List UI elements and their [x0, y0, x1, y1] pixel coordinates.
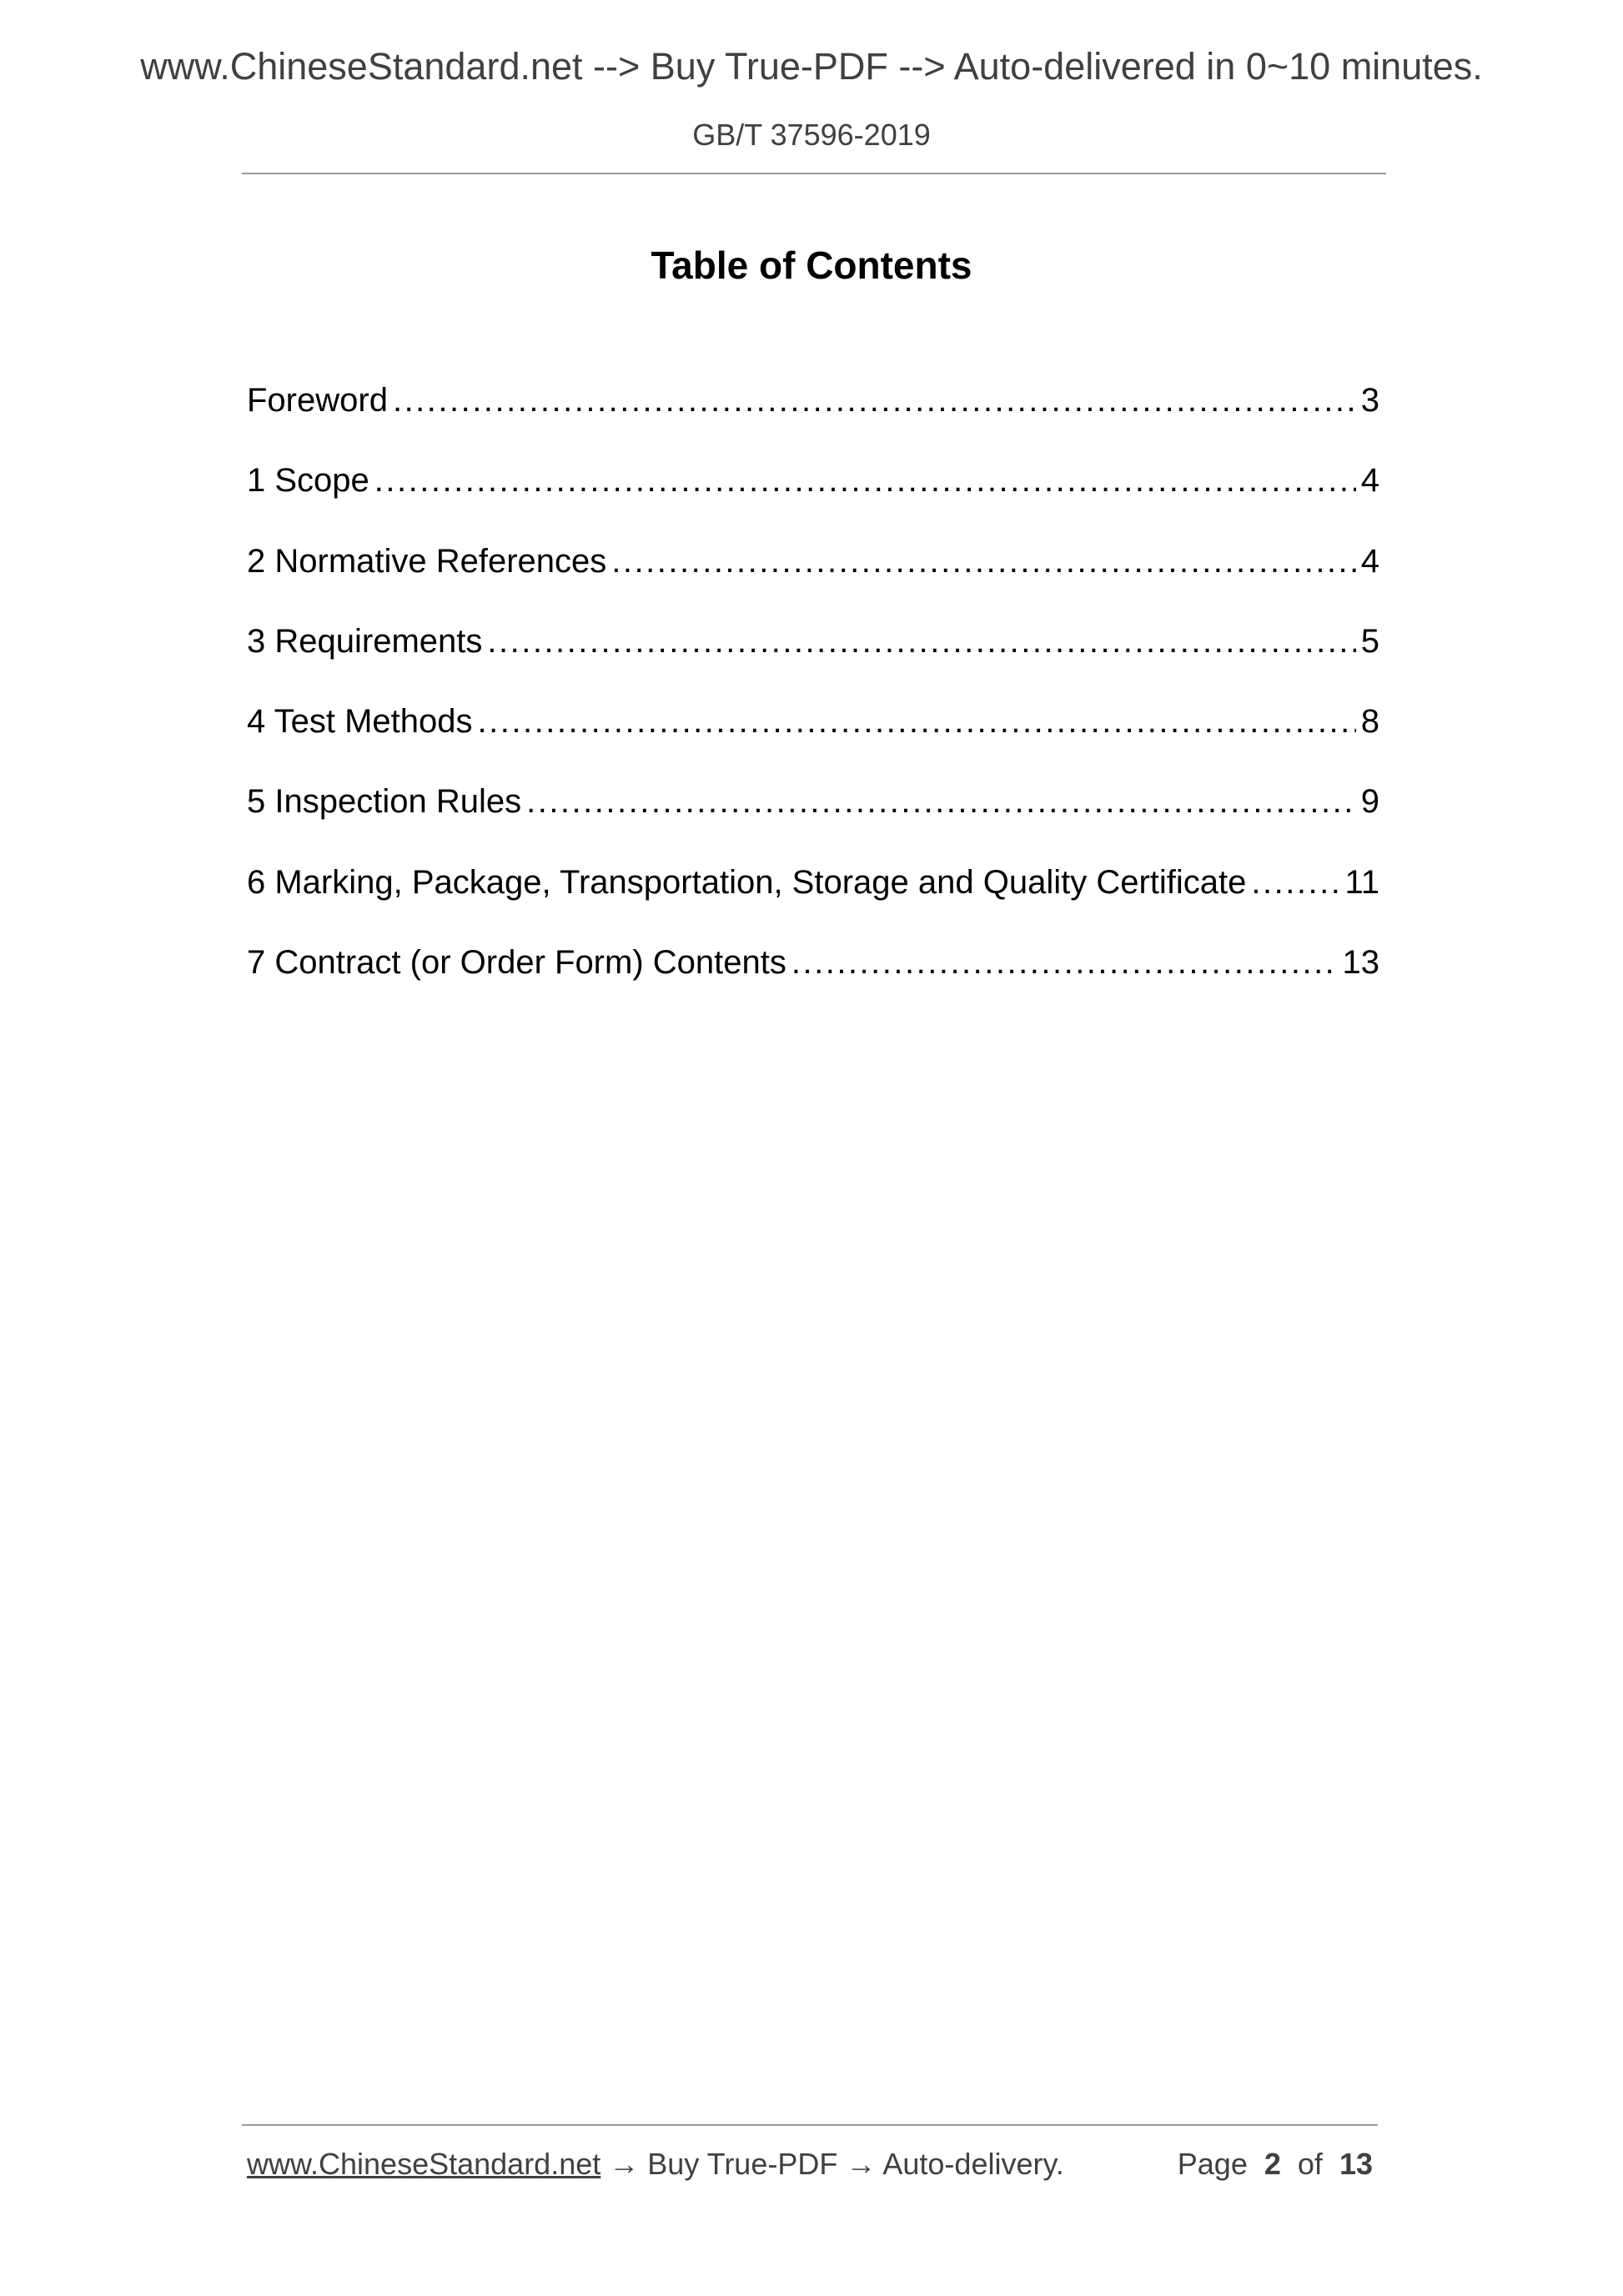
toc-entry-foreword[interactable]	[247, 377, 1379, 457]
toc-entry-label: Foreword	[247, 382, 388, 419]
toc-entry-label: 5 Inspection Rules	[247, 783, 522, 821]
footer-divider	[242, 2124, 1378, 2126]
of-word: of	[1297, 2147, 1323, 2181]
toc-dot-leader	[487, 618, 1355, 665]
toc-entry-scope[interactable]	[247, 457, 1379, 537]
toc-entry-page: 13	[1342, 944, 1379, 982]
page-indicator	[1178, 2143, 1373, 2185]
header-divider	[242, 173, 1386, 174]
arrow-right-icon: →	[846, 2147, 877, 2181]
toc-dot-leader	[1251, 859, 1339, 906]
toc-entry-marking-package[interactable]	[247, 859, 1379, 939]
toc-entry-page: 3	[1360, 382, 1379, 419]
toc-entry-requirements[interactable]	[247, 618, 1379, 698]
page-word: Page	[1177, 2147, 1248, 2181]
toc-entry-page: 5	[1360, 622, 1379, 660]
footer-site-link[interactable]: www.ChineseStandard.net	[247, 2147, 601, 2181]
toc-entry-label: 6 Marking, Package, Transportation, Storage and Quality Certificate	[247, 863, 1247, 901]
page-footer	[247, 2143, 1373, 2185]
toc-dot-leader	[791, 939, 1338, 986]
toc-dot-leader	[526, 778, 1356, 825]
arrow-right-icon: →	[609, 2147, 640, 2181]
toc-dot-leader	[374, 457, 1356, 504]
toc-entry-label: 1 Scope	[247, 462, 369, 500]
toc-entry-page: 9	[1360, 783, 1379, 821]
toc-entry-page: 11	[1344, 863, 1379, 901]
page-total: 13	[1339, 2147, 1373, 2181]
toc-dot-leader	[393, 377, 1356, 424]
page-current: 2	[1264, 2147, 1281, 2181]
toc-dot-leader	[611, 538, 1355, 585]
toc-entry-test-methods[interactable]	[247, 698, 1379, 778]
toc-entry-page: 8	[1360, 703, 1379, 741]
toc-entry-inspection-rules[interactable]	[247, 778, 1379, 858]
toc-entry-normative-references[interactable]	[247, 538, 1379, 618]
toc-entry-label: 4 Test Methods	[247, 703, 473, 741]
footer-delivery-text: Auto-delivery.	[882, 2147, 1064, 2181]
toc-entry-label: 7 Contract (or Order Form) Contents	[247, 944, 786, 982]
toc-entry-page: 4	[1360, 462, 1379, 500]
toc-entry-contract-contents[interactable]	[247, 939, 1379, 1019]
toc-title: Table of Contents	[651, 244, 972, 287]
toc-entry-label: 2 Normative References	[247, 542, 607, 580]
document-code: GB/T 37596-2019	[692, 118, 931, 152]
toc-list	[247, 377, 1379, 1019]
toc-entry-page: 4	[1360, 542, 1379, 580]
toc-entry-label: 3 Requirements	[247, 622, 483, 660]
footer-buy-text: Buy True-PDF	[647, 2147, 838, 2181]
top-banner: www.ChineseStandard.net --> Buy True-PDF --> Auto-delivered in 0~10 minutes.	[140, 45, 1483, 88]
toc-dot-leader	[478, 698, 1356, 745]
